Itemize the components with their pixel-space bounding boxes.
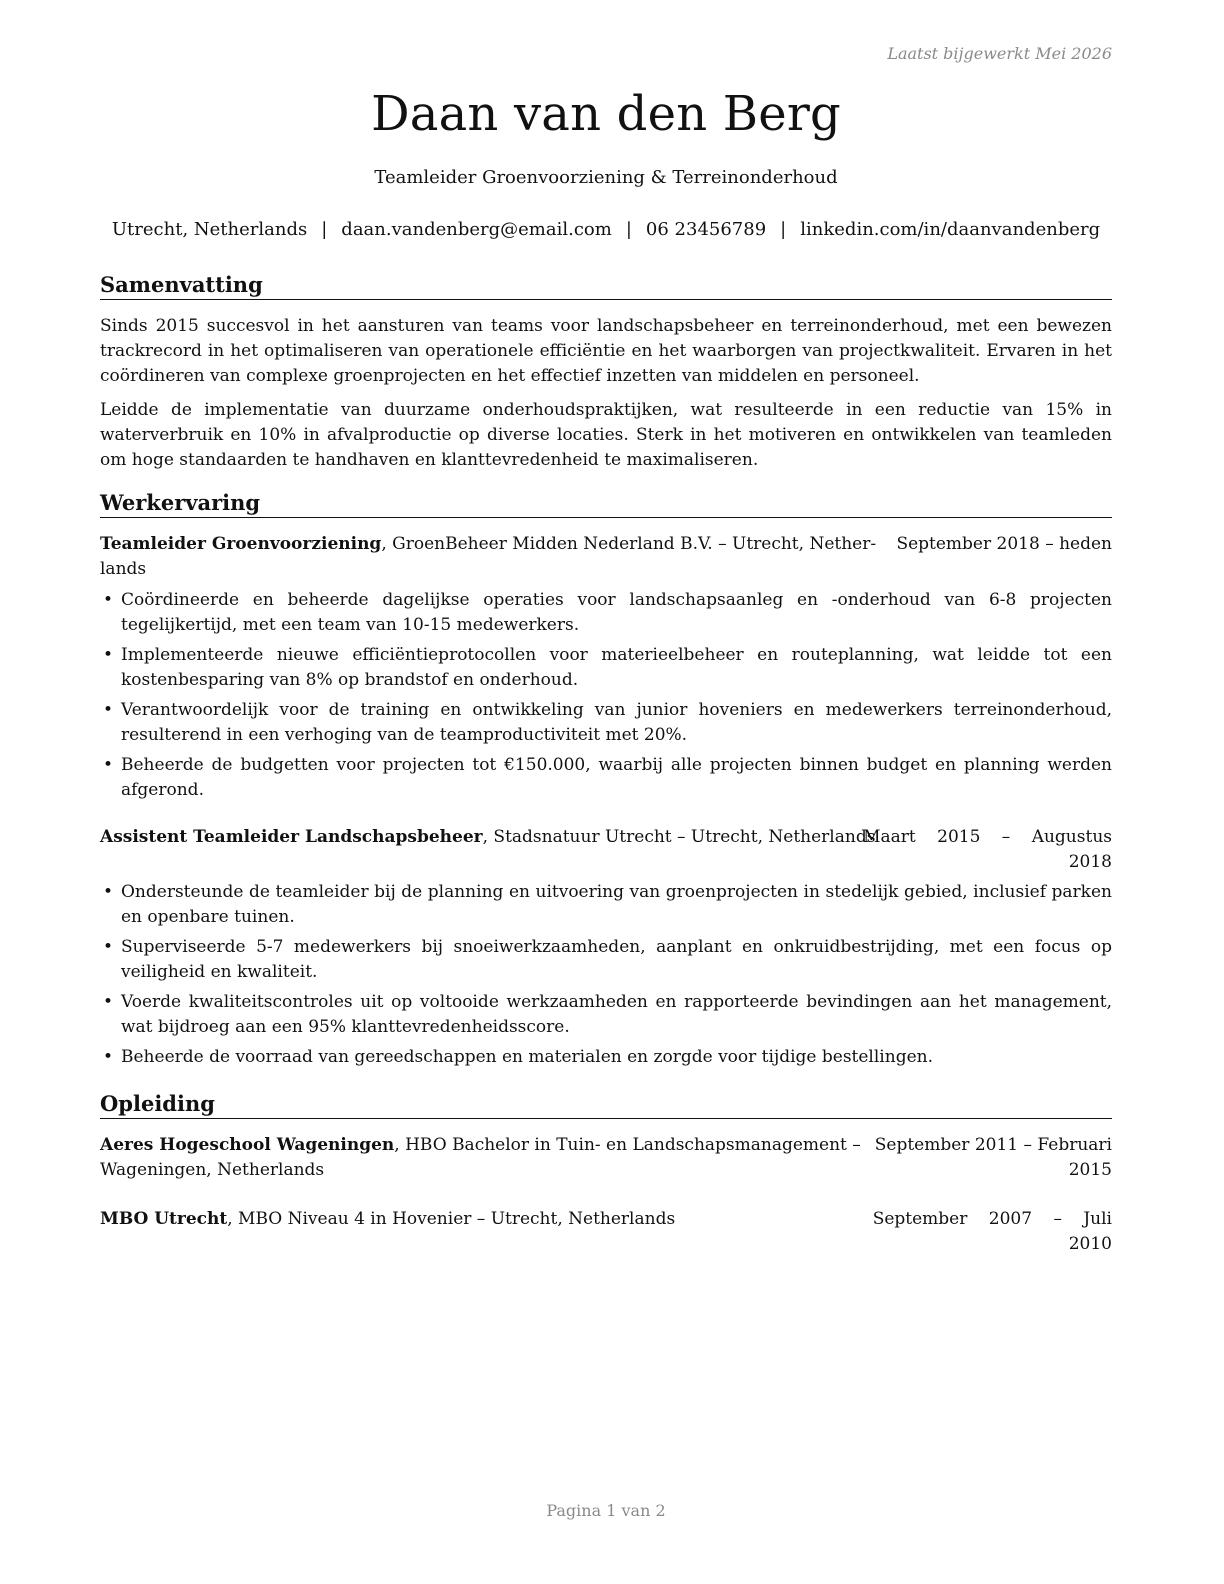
education-dates-start: September 2011 – Februari: [874, 1135, 1112, 1155]
contact-line: [90, 219, 1122, 240]
bullet-text: Superviseerde 5-7 medewerkers bij snoeiwerkzaamheden, aanplant en onkruidbestrijding, met een focus op veiligheid en kwaliteit.: [121, 937, 1112, 982]
contact-separator: |: [625, 219, 632, 240]
job-bullets: [100, 588, 1112, 808]
candidate-name: Daan van den Berg: [371, 86, 841, 142]
section-title-summary: Samenvatting: [100, 272, 1112, 300]
job-dates: September 2018 – heden: [896, 534, 1112, 554]
list-item: [100, 753, 1112, 803]
section-title-education: Opleiding: [100, 1091, 1112, 1119]
education-item: [100, 1207, 1112, 1257]
bullet-icon: •: [103, 937, 114, 957]
job-role: Assistent Teamleider Landschapsbeheer: [100, 827, 483, 847]
section-title-experience: Werkervaring: [100, 490, 1112, 518]
education-location: Wageningen, Netherlands: [100, 1160, 325, 1180]
education-title-line: [100, 1133, 880, 1183]
job-header: [100, 825, 1112, 875]
list-item: [100, 935, 1112, 985]
job-dates-start: Maart 2015 – Augustus: [863, 827, 1112, 847]
list-item: [100, 588, 1112, 638]
bullet-text: Beheerde de voorraad van gereedschappen en materialen en zorgde voor tijdige bestellingen.: [121, 1047, 933, 1067]
contact-phone[interactable]: 06 23456789: [645, 219, 767, 240]
education-dates-start: September 2007 – Juli: [872, 1209, 1112, 1229]
contact-location: Utrecht, Netherlands: [111, 219, 308, 240]
list-item: [100, 880, 1112, 930]
education-detail: , MBO Niveau 4 in Hovenier – Utrecht, Netherlands: [227, 1209, 676, 1229]
bullet-text: Beheerde de budgetten voor projecten tot €150.000, waarbij alle projecten binnen budget en planning werden afgerond.: [121, 755, 1112, 800]
education-school: MBO Utrecht: [100, 1209, 228, 1229]
education-dates-end: 2010: [1068, 1234, 1112, 1254]
job-bullets: [100, 880, 1112, 1075]
job-header: [100, 532, 1112, 582]
job-organization: , GroenBeheer Midden Nederland B.V. – Utrecht, Nether-: [381, 534, 877, 554]
education-dates: [875, 1133, 1112, 1183]
summary-paragraph: Sinds 2015 succesvol in het aansturen van teams voor landschapsbeheer en terreinonderhoud, met een bewezen trackrecord in het optimaliseren van operationele efficiëntie en het waarborgen van projectkwaliteit. Ervaren in het coördineren van complexe groenprojecten en het effectief inzetten van middelen en personeel.: [100, 316, 1112, 386]
education-detail: , HBO Bachelor in Tuin- en Landschapsmanagement –: [394, 1135, 861, 1155]
education-dates: [873, 1207, 1112, 1257]
contact-separator: |: [780, 219, 787, 240]
bullet-text: Implementeerde nieuwe efficiëntieprotocollen voor materieelbeheer en routeplanning, wat leidde tot een kostenbesparing van 8% op brandstof en onderhoud.: [121, 645, 1112, 690]
page-number: Pagina 1 van 2: [546, 1501, 666, 1520]
bullet-text: Verantwoordelijk voor de training en ontwikkeling van junior hoveniers en medewerkers terreinonderhoud, resulterend in een verhoging van de teamproductiviteit met 20%.: [121, 700, 1112, 745]
bullet-icon: •: [103, 755, 114, 775]
list-item: [100, 1045, 1112, 1070]
resume-page: [100, 0, 1112, 1584]
job-dates: [863, 825, 1112, 875]
bullet-text: Ondersteunde de teamleider bij de planning en uitvoering van groenprojecten in stedelijk gebied, inclusief parken en openbare tuinen.: [121, 882, 1112, 927]
list-item: [100, 698, 1112, 748]
job-title-line: [100, 532, 880, 582]
summary-paragraph: Leidde de implementatie van duurzame onderhoudspraktijken, wat resulteerde in een reductie van 15% in waterverbruik en 10% in afvalproductie op diverse locaties. Sterk in het motiveren en ontwikkelen van teamleden om hoge standaarden te handhaven en klanttevredenheid te maximaliseren.: [100, 400, 1112, 470]
bullet-icon: •: [103, 992, 114, 1012]
contact-linkedin[interactable]: linkedin.com/in/daanvandenberg: [800, 219, 1101, 240]
list-item: [100, 990, 1112, 1040]
bullet-text: Coördineerde en beheerde dagelijkse operaties voor landschapsaanleg en -onderhoud van 6-8 projecten tegelijkertijd, met een team van 10-15 medewerkers.: [121, 590, 1112, 635]
bullet-icon: •: [103, 700, 114, 720]
bullet-icon: •: [103, 645, 114, 665]
bullet-text: Voerde kwaliteitscontroles uit op voltooide werkzaamheden en rapporteerde bevindingen aan het management, wat bijdroeg aan een 95% klanttevredenheidsscore.: [121, 992, 1112, 1037]
education-dates-end: 2015: [1068, 1160, 1112, 1180]
education-item: [100, 1133, 1112, 1183]
job-organization-cont: lands: [100, 559, 147, 579]
job-dates-end: 2018: [1068, 852, 1112, 872]
education-school: Aeres Hogeschool Wageningen: [100, 1135, 395, 1155]
job-organization: , Stadsnatuur Utrecht – Utrecht, Netherlands: [482, 827, 876, 847]
contact-email[interactable]: daan.vandenberg@email.com: [341, 219, 612, 240]
bullet-icon: •: [103, 882, 114, 902]
list-item: [100, 643, 1112, 693]
contact-separator: |: [321, 219, 328, 240]
bullet-icon: •: [103, 590, 114, 610]
job-title: Teamleider Groenvoorziening & Terreinonderhoud: [374, 167, 838, 188]
job-title-line: [100, 825, 880, 850]
education-title-line: [100, 1207, 860, 1232]
job-role: Teamleider Groenvoorziening: [100, 534, 382, 554]
last-updated: Laatst bijgewerkt Mei 2026: [887, 44, 1112, 63]
bullet-icon: •: [103, 1047, 114, 1067]
